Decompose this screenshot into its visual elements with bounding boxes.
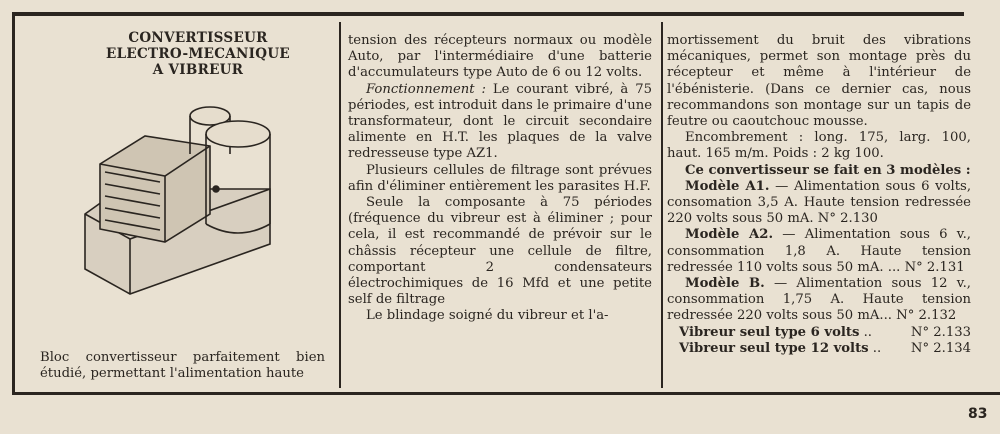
model-b-ref: N° 2.132: [896, 308, 957, 324]
converter-illustration: [60, 94, 290, 304]
col2-paragraph-1: tension des récepteurs normaux ou modèle Auto, par l'intermédiaire d'une batterie d'accumulateurs type Auto de 6 ou 12 volts.: [348, 33, 652, 81]
vibreur-6v: [667, 325, 971, 341]
vibreur-6v-ref: N° 2.133: [910, 324, 971, 340]
model-a2-label: Modèle A2.: [685, 227, 774, 243]
page-number: 83: [968, 406, 988, 422]
column-divider-1: [339, 22, 341, 388]
model-a1-label: Modèle A1.: [685, 178, 770, 194]
column-3: [667, 33, 971, 357]
col2-paragraph-4: Seule la composante à 75 périodes (fréquence du vibreur est à éliminer ; pour cela, il est recommandé de prévoir sur le châssis récepteur une cellule de filtre, comportant 2 condensateurs électrochimiques de 16 Mfd et une petite self de filtrage: [348, 195, 652, 308]
article-heading: [78, 30, 318, 78]
top-rule: [12, 12, 964, 16]
vibreur-12v-dots: ..: [868, 340, 882, 356]
heading-line-2: ELECTRO-MECANIQUE: [106, 46, 290, 62]
col3-dimensions: Encombrement : long. 175, larg. 100, haut. 165 m/m. Poids : 2 kg 100.: [667, 130, 971, 162]
left-rule: [12, 12, 15, 394]
model-a1-text: — Alimentation sous 6 volts, consomation 3,5 A. Haute tension redressée 220 volts sous 50 mA.: [667, 178, 972, 227]
fonctionnement-label: Fonctionnement :: [366, 81, 486, 97]
model-b: [667, 276, 971, 325]
col3-paragraph-1: mortissement du bruit des vibrations mécaniques, permet son montage près du récepteur et même à l'intérieur de l'ébénisterie. (Dans ce dernier cas, nous recommandons son montage sur un tapis de feutre ou caoutchouc mousse.: [667, 33, 971, 130]
model-a2-text: — Alimentation sous 6 v., consommation 1,8 A. Haute tension redressée 110 volts sous 50 mA. ...: [667, 227, 971, 275]
column-2: [348, 33, 652, 325]
heading-line-3: A VIBREUR: [152, 62, 244, 78]
model-a1: [667, 179, 971, 228]
heading-line-1: CONVERTISSEUR: [128, 30, 268, 46]
col2-paragraph-2: [348, 82, 652, 163]
model-b-text: — Alimentation sous 12 v., consommation 1,75 A. Haute tension redressée 220 volts sous 50 mA...: [667, 276, 972, 324]
caption: Bloc convertisseur parfaitement bien étudié, permettant l'alimentation haute: [40, 350, 325, 382]
column-divider-2: [661, 22, 663, 388]
col2-paragraph-2-text: Le courant vibré, à 75 périodes, est introduit dans le primaire d'une transformateur, dont le circuit secondaire alimente en H.T. les plaques de la valve redresseuse type AZ1.: [348, 81, 652, 162]
vibreur-12v-ref: N° 2.134: [910, 340, 971, 356]
model-a2: [667, 227, 971, 276]
model-b-label: Modèle B.: [685, 276, 765, 292]
model-a1-ref: N° 2.130: [817, 211, 878, 227]
model-a2-ref: N° 2.131: [904, 259, 965, 275]
col2-paragraph-5: Le blindage soigné du vibreur et l'a-: [366, 308, 609, 324]
col3-models-intro: Ce convertisseur se fait en 3 modèles :: [685, 162, 971, 178]
vibreur-12v-label: Vibreur seul type 12 volts: [679, 340, 869, 356]
col2-paragraph-3: Plusieurs cellules de filtrage sont prévues afin d'éliminer entièrement les parasites H.F.: [348, 162, 652, 194]
vibreur-6v-dots: ..: [859, 324, 872, 340]
vibreur-6v-label: Vibreur seul type 6 volts: [679, 324, 860, 340]
vibreur-12v: [667, 341, 971, 357]
bottom-rule: [12, 392, 1000, 395]
